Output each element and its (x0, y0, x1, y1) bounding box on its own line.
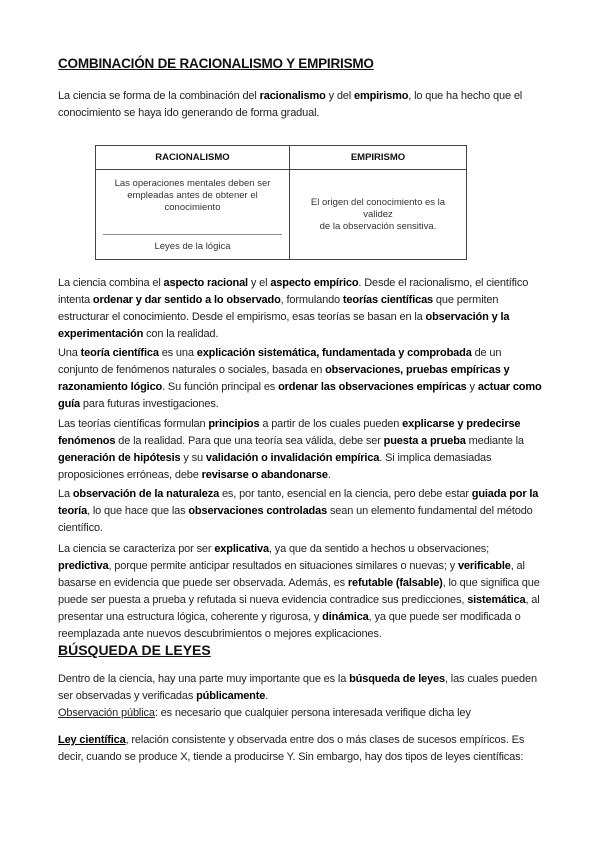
empirismo-description-line1: El origen del conocimiento es la validez (310, 196, 446, 220)
page-title: COMBINACIÓN DE RACIONALISMO Y EMPIRISMO (58, 56, 374, 71)
text-run: Las teorías científicas formulan (58, 418, 209, 430)
text-run: , al basarse en evidencia que puede ser observada. Además, es (58, 560, 525, 589)
paragraph-law-search (58, 671, 544, 705)
bold-text: generación de hipótesis (58, 452, 181, 464)
text-run: . (327, 469, 331, 481)
text-run: con la realidad. (143, 328, 219, 340)
racionalismo-cell (96, 170, 290, 260)
paragraph-observation (58, 486, 544, 537)
bold-text: explicación sistemática, fundamentada y comprobada (196, 347, 472, 359)
bold-text: predictiva (58, 560, 109, 572)
text-run: , lo que ha hecho que el conocimiento se haya ido generando de forma gradual. (58, 90, 523, 119)
bold-text: aspecto racional (163, 277, 248, 289)
text-run: . Si implica demasiadas proposiciones erróneas, debe (58, 452, 492, 481)
bold-text: dinámica (322, 611, 369, 623)
bold-text: explicarse y predecirse fenómenos (58, 418, 521, 447)
text-run: sean un elemento fundamental del método científico. (58, 505, 533, 534)
text-run: . Su función principal es (162, 381, 279, 393)
bold-text: teoría científica (80, 347, 159, 359)
text-run: para futuras investigaciones. (80, 398, 219, 410)
paragraph-characteristics (58, 541, 544, 643)
bold-text: verificable (457, 560, 511, 572)
text-run: y del (325, 90, 354, 102)
bold-text: públicamente (196, 690, 266, 702)
paragraph-scientific-theory (58, 345, 544, 413)
text-run: , ya que da sentido a hechos u observaciones; (268, 543, 490, 555)
bold-text: refutable (falsable) (347, 577, 443, 589)
text-run: La ciencia combina el (58, 277, 164, 289)
text-run: , las cuales pueden ser observadas y verificadas (58, 673, 537, 702)
bold-text: observaciones controladas (188, 505, 328, 517)
table-header-racionalismo: RACIONALISMO (96, 146, 290, 170)
scientific-law-term: Ley científica (58, 734, 126, 746)
paragraph-principles (58, 416, 544, 484)
text-run: y (466, 381, 478, 393)
paragraph-scientific-law (58, 732, 544, 766)
text-run: Dentro de la ciencia, hay una parte muy importante que es la (58, 673, 350, 685)
text-run: . Desde el racionalismo, el científico intenta (58, 277, 529, 306)
text-run: y el (247, 277, 271, 289)
comparison-table (95, 145, 467, 260)
empirismo-description-line2: de la observación sensitiva. (319, 220, 437, 232)
text-run: , ya que puede ser modificada o reemplazada ante nuevos descubrimientos o mejores explicaciones. (58, 611, 521, 640)
text-run: , al presentar una estructura lógica, coherente y rigurosa, y (58, 594, 540, 623)
text-run: de un conjunto de fenómenos naturales o sociales, basada en (58, 347, 502, 376)
text-run: La (58, 488, 73, 500)
public-observation-line (58, 705, 544, 722)
bold-text: observación y la experimentación (58, 311, 510, 340)
racionalismo-description: Las operaciones mentales deben ser empleadas antes de obtener el conocimiento (114, 178, 271, 213)
bold-text: observaciones, pruebas empíricas y razonamiento lógico (58, 364, 510, 393)
bold-text: puesta a prueba (383, 435, 466, 447)
bold-text: ordenar las observaciones empíricas (278, 381, 467, 393)
text-run: que permiten estructurar el conocimiento. Desde el empirismo, esas teorías se basan en la (58, 294, 499, 323)
bold-text: actuar como guía (58, 381, 542, 410)
bold-text: sistemática (467, 594, 526, 606)
text-run: es, por tanto, esencial en la ciencia, pero debe estar (219, 488, 472, 500)
public-observation-definition: : es necesario que cualquier persona interesada verifique dicha ley (154, 707, 471, 719)
text-run: a partir de los cuales pueden (259, 418, 403, 430)
bold-text: búsqueda de leyes (349, 673, 445, 685)
text-run: . (265, 690, 269, 702)
public-observation-term: Observación pública (58, 707, 155, 719)
text-run: Una (58, 347, 81, 359)
bold-text: revisarse o abandonarse (201, 469, 328, 481)
text-run: mediante la (465, 435, 524, 447)
intro-paragraph (58, 88, 544, 122)
text-run: de la realidad. Para que una teoría sea válida, debe ser (115, 435, 384, 447)
bold-text: ordenar y dar sentido a lo observado (92, 294, 281, 306)
bold-text: principios (208, 418, 260, 430)
bold-text: teorías científicas (342, 294, 434, 306)
text-run: La ciencia se caracteriza por ser (58, 543, 215, 555)
text-run: La ciencia se forma de la combinación del (58, 90, 260, 102)
paragraph-aspects (58, 275, 544, 343)
bold-text: empirismo (353, 90, 409, 102)
text-run: , lo que significa que puede ser puesta a prueba y refutada si nueva evidencia contradice sus predicciones, (58, 577, 540, 606)
bold-text: aspecto empírico (270, 277, 359, 289)
text-run: , lo que hace que las (87, 505, 189, 517)
text-run: es una (158, 347, 197, 359)
bold-text: validación o invalidación empírica (205, 452, 380, 464)
racionalismo-subtext: Leyes de la lógica (154, 241, 231, 252)
empirismo-cell (290, 170, 467, 260)
bold-text: guiada por la teoría (58, 488, 539, 517)
text-run: , formulando (280, 294, 343, 306)
scientific-law-definition: , relación consistente y observada entre dos o más clases de sucesos empíricos. Es decir, cuando se produce X, tiende a producirse Y. Sin embargo, hay dos tipos de leyes científicas: (58, 734, 525, 763)
bold-text: observación de la naturaleza (72, 488, 220, 500)
table-header-empirismo: EMPIRISMO (290, 146, 467, 170)
bold-text: racionalismo (259, 90, 326, 102)
bold-text: explicativa (214, 543, 269, 555)
text-run: y su (180, 452, 206, 464)
section-title-busqueda-de-leyes: BÚSQUEDA DE LEYES (58, 642, 211, 658)
text-run: , porque permite anticipar resultados en situaciones similares o nuevas; y (108, 560, 458, 572)
